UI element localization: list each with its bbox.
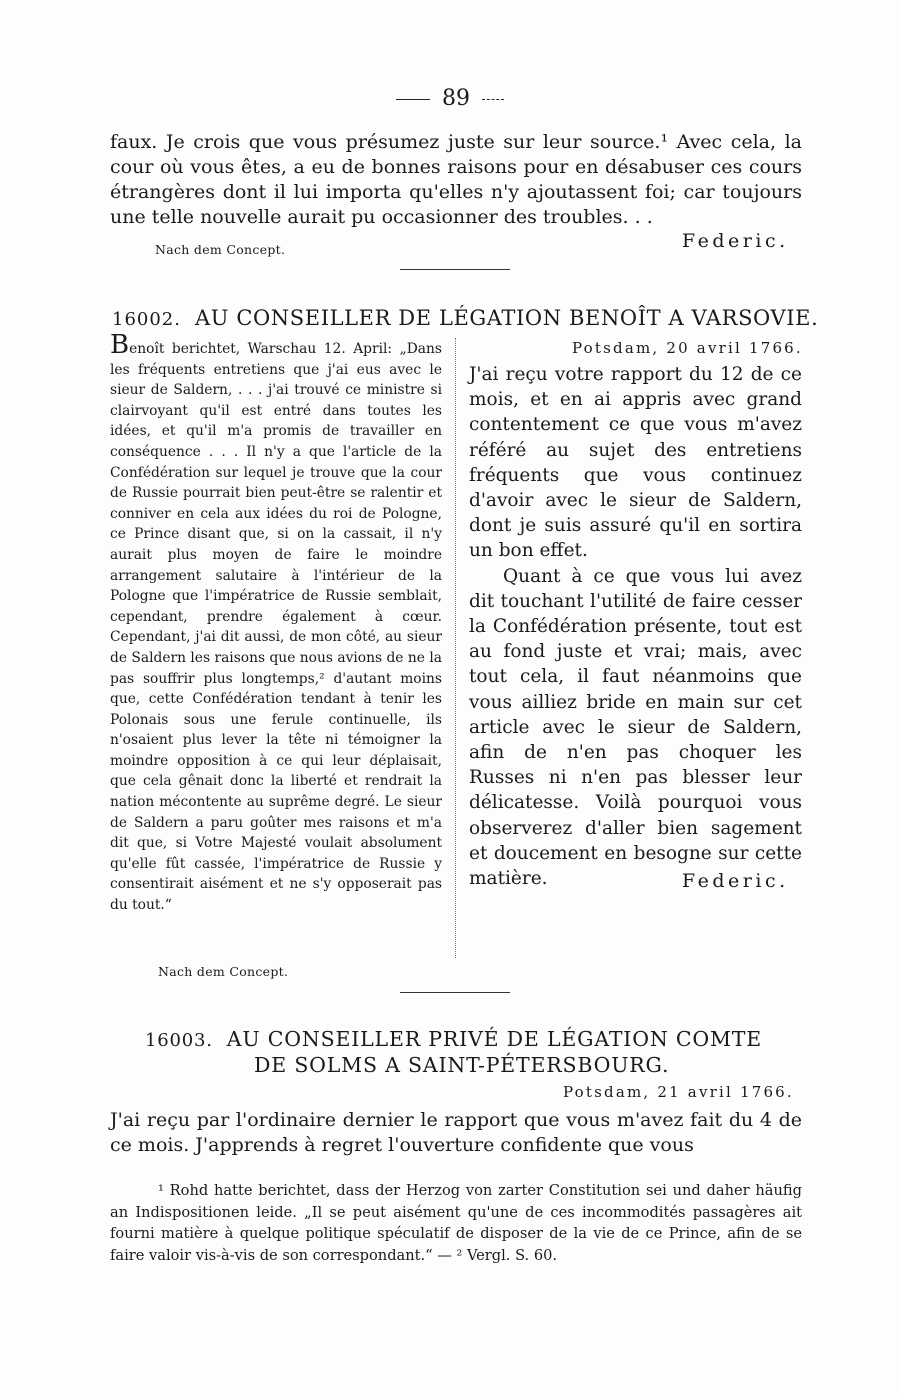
letter-body: J'ai reçu par l'ordinaire dernier le rapport que vous m'avez fait du 4 de ce mois. J'apprends à regret l'ouverture confidente que vous (110, 1109, 802, 1156)
report-text: enoît berichtet, Warschau 12. April: „Dans les fréquents entretiens que j'ai eus avec le sieur de Saldern, . . . j'ai trouvé ce ministre si clairvoyant qu'il est entré dans toutes les idées, et qu'il m'a promis de travailler en conséquence . . . Il n'y a que l'article de la Confédération sur lequel je trouve que la cour de Russie pourrait bien peut-être se ralentir et conniver en cela aux idées du roi de Pologne, ce Prince disant que, si on la cassait, il n'y aurait plus moyen de faire le moindre arrangement salutaire à l'intérieur de la Pologne que l'impératrice de Russie semblait, cependant, prendre également à cœur. Cependant, j'ai dit aussi, de mon côté, au sieur de Saldern les raisons que nous avions de ne la pas souffrir plus longtemps,² d'autant moins que, cette Confédération tendant à tenir les Polonais sous une ferule continuelle, ils n'osaient plus lever la tête ni témoigner la moindre opposition à ce qui leur déplaisait, que cela gênait donc la liberté et rendrait la nation mécontente au suprême degré. Le sieur de Saldern a paru goûter mes raisons et m'a dit que, si Votre Majesté voulait absolument qu'elle fût cassée, l'impératrice de Russie y consentirait aisément et ne s'y opposerait pas du tout.“ (110, 341, 442, 914)
dateline: Potsdam, 21 avril 1766. (563, 1083, 794, 1101)
signature: Federic. (682, 230, 789, 252)
report-summary (110, 330, 442, 916)
letter-title-line-2: DE SOLMS A SAINT-PÉTERSBOURG. (254, 1053, 670, 1077)
letter-title: AU CONSEILLER DE LÉGATION BENOÎT A VARSOVIE. (194, 306, 819, 330)
header-dash-left (396, 99, 430, 100)
letter-body (469, 362, 802, 891)
letter-number: 16003. (145, 1030, 213, 1051)
letter-title-line-1: AU CONSEILLER PRIVÉ DE LÉGATION COMTE (226, 1027, 762, 1051)
dateline: Potsdam, 20 avril 1766. (572, 339, 803, 357)
page-header (0, 86, 900, 111)
source-note: Nach dem Concept. (158, 964, 289, 979)
continuation-paragraph: faux. Je crois que vous présumez juste sur leur source.¹ Avec cela, la cour où vous êtes, a eu de bonnes raisons pour en désabuser ces cours étrangères dont il lui importa qu'elles n'y ajoutassent foi; car toujours une telle nouvelle aurait pu occasionner des troubles. . . (110, 131, 802, 228)
section-divider (400, 269, 510, 270)
header-dash-right (482, 99, 504, 100)
letter-heading (145, 1027, 805, 1078)
letter-heading (112, 306, 819, 330)
section-divider (400, 992, 510, 993)
page-number: 89 (442, 86, 470, 111)
signature: Federic. (682, 870, 789, 892)
letter-paragraph: Quant à ce que vous lui avez dit touchant l'utilité de faire cesser la Confédération présente, tout est au fond juste et vrai; mais, avec tout cela, il faut néanmoins que vous ailliez bride en main sur cet article avec le sieur de Saldern, afin de n'en pas choquer les Russes ni n'en pas blesser leur délicatesse. Voilà pourquoi vous observerez d'aller bien sagement et doucement en besogne sur cette matière. (469, 565, 802, 890)
column-separator (455, 338, 456, 958)
footnotes: ¹ Rohd hatte berichtet, dass der Herzog von zarter Constitution sei und daher häufig an Indispositionen leide. „Il se peut aisément qu'une de ces incommodités passagères ait fourni matière à quelque politique spéculatif de disposer de la vie de ce Prince, afin de se faire valoir vis-à-vis de son correspondant.“ — ² Vergl. S. 60. (110, 1182, 802, 1264)
source-note: Nach dem Concept. (155, 242, 286, 257)
letter-number: 16002. (112, 309, 181, 330)
letter-paragraph: J'ai reçu votre rapport du 12 de ce mois, et en ai appris avec grand contentement ce que vous m'avez référé au sujet des entretiens fréquents que vous continuez d'avoir avec le sieur de Saldern, dont je suis assuré qu'il en sortira un bon effet. (469, 364, 802, 562)
initial-letter: B (110, 330, 130, 360)
